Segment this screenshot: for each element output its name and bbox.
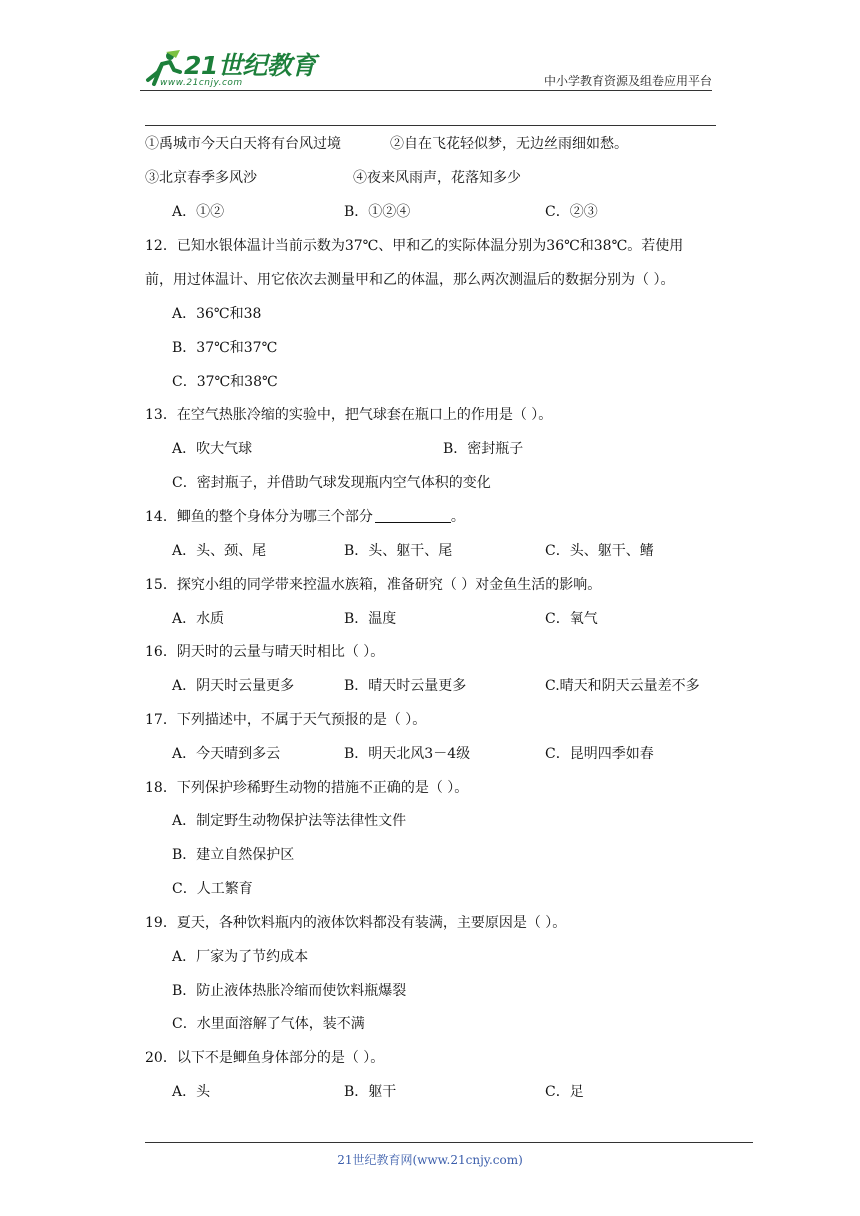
q14-option-c: C．头、躯干、鳍 xyxy=(545,543,654,559)
q11-option-b: B．①②④ xyxy=(344,204,411,220)
q20-text: 20．以下不是鲫鱼身体部分的是（ ）。 xyxy=(145,1050,385,1066)
footer-link[interactable]: 21世纪教育网(www.21cnjy.com) xyxy=(337,1153,523,1167)
q16-text: 16．阴天时的云量与晴天时相比（ ）。 xyxy=(145,644,385,660)
q16-option-c: C.晴天和阴天云量差不多 xyxy=(545,678,700,694)
q12-option-b: B．37℃和37℃ xyxy=(172,340,278,356)
footer-divider xyxy=(145,1142,753,1143)
statement-2: ②自在飞花轻似梦，无边丝雨细如愁。 xyxy=(390,136,628,152)
q11-option-a: A．①② xyxy=(172,204,225,220)
statement-1: ①禹城市今天白天将有台风过境 xyxy=(145,136,341,152)
q12-text-line1: 12．已知水银体温计当前示数为37℃、甲和乙的实际体温分别为36℃和38℃。若使用 xyxy=(145,238,684,254)
q15-option-b: B．温度 xyxy=(344,611,397,627)
site-logo[interactable] xyxy=(140,44,320,92)
answer-blank xyxy=(375,508,451,523)
q13-text: 13．在空气热胀冷缩的实验中，把气球套在瓶口上的作用是（ ）。 xyxy=(145,407,553,423)
q19-text: 19．夏天，各种饮料瓶内的液体饮料都没有装满，主要原因是（ ）。 xyxy=(145,915,567,931)
q20-option-a: A．头 xyxy=(172,1084,211,1100)
q16-option-b: B．晴天时云量更多 xyxy=(344,678,467,694)
q17-option-c: C．昆明四季如春 xyxy=(545,746,654,762)
q18-option-a: A．制定野生动物保护法等法律性文件 xyxy=(172,813,407,829)
statement-3: ③北京春季多风沙 xyxy=(145,170,257,186)
q19-option-b: B．防止液体热胀冷缩而使饮料瓶爆裂 xyxy=(172,983,407,999)
content-divider xyxy=(145,125,716,126)
logo-url: www.21cnjy.com xyxy=(160,78,243,88)
q14-option-a: A．头、颈、尾 xyxy=(172,543,267,559)
q13-option-c: C．密封瓶子，并借助气球发现瓶内空气体积的变化 xyxy=(172,475,491,491)
logo-text: 21世纪教育 xyxy=(184,51,316,80)
header-divider xyxy=(140,90,712,91)
q12-text-line2: 前，用过体温计、用它依次去测量甲和乙的体温，那么两次测温后的数据分别为（ ）。 xyxy=(145,272,675,288)
q19-option-c: C．水里面溶解了气体，装不满 xyxy=(172,1016,365,1032)
q16-option-a: A．阴天时云量更多 xyxy=(172,678,295,694)
q19-option-a: A．厂家为了节约成本 xyxy=(172,949,309,965)
q17-text: 17．下列描述中，不属于天气预报的是（ ）。 xyxy=(145,712,427,728)
q11-option-c: C．②③ xyxy=(545,204,598,220)
q17-option-b: B．明天北风3－4级 xyxy=(344,746,471,762)
q20-option-c: C．足 xyxy=(545,1084,584,1100)
q20-option-b: B．躯干 xyxy=(344,1084,397,1100)
q12-option-a: A．36℃和38 xyxy=(172,306,262,322)
q18-option-b: B．建立自然保护区 xyxy=(172,847,295,863)
q12-option-c: C．37℃和38℃ xyxy=(172,374,278,390)
platform-label: 中小学教育资源及组卷应用平台 xyxy=(543,74,712,88)
q14-option-b: B．头、躯干、尾 xyxy=(344,543,453,559)
q14-text xyxy=(145,508,465,526)
q13-option-b: B．密封瓶子 xyxy=(443,441,524,457)
q15-option-a: A．水质 xyxy=(172,611,225,627)
q18-option-c: C．人工繁育 xyxy=(172,881,253,897)
q18-text: 18．下列保护珍稀野生动物的措施不正确的是（ ）。 xyxy=(145,780,469,796)
q13-option-a: A．吹大气球 xyxy=(172,441,253,457)
q14-suffix: 。 xyxy=(450,509,465,525)
q14-prompt: 14．鲫鱼的整个身体分为哪三个部分 xyxy=(145,509,373,525)
statement-4: ④夜来风雨声，花落知多少 xyxy=(353,170,521,186)
q15-option-c: C．氧气 xyxy=(545,611,598,627)
q15-text: 15．探究小组的同学带来控温水族箱，准备研究（ ）对金鱼生活的影响。 xyxy=(145,577,602,593)
q17-option-a: A．今天晴到多云 xyxy=(172,746,281,762)
